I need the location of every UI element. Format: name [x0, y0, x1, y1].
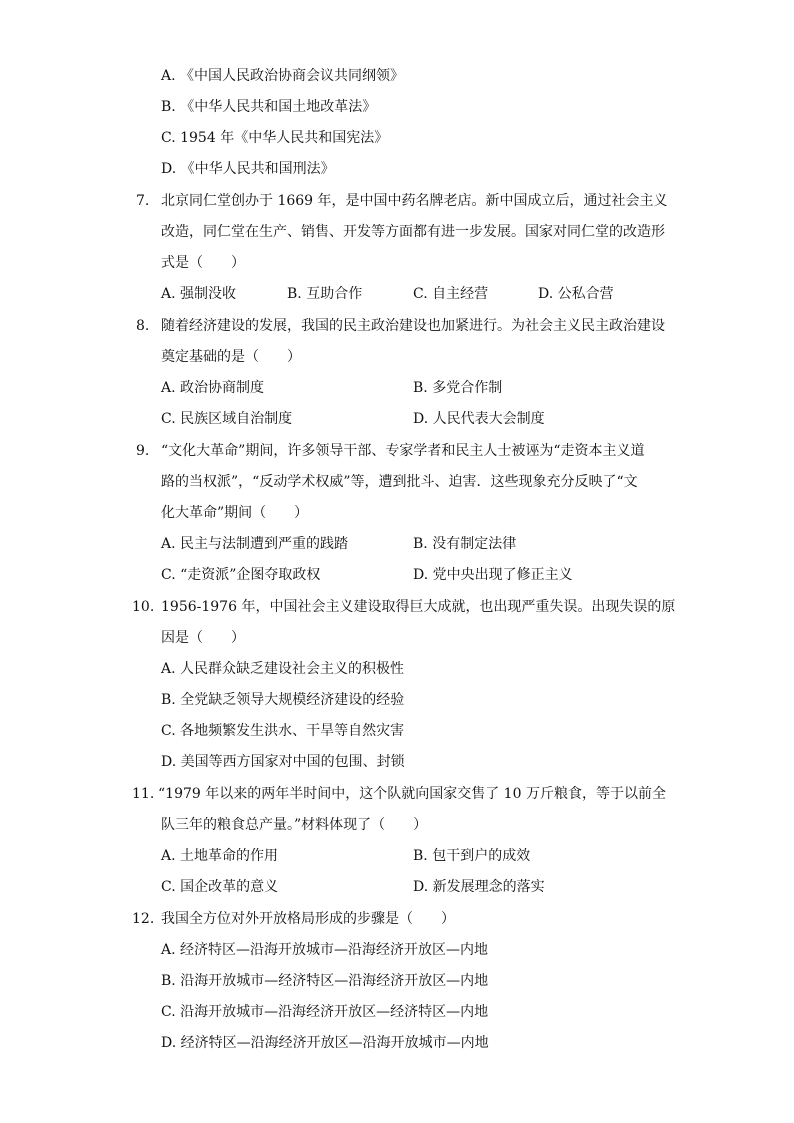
q12-number: 12.	[132, 911, 155, 927]
q8-number: 8.	[136, 318, 150, 334]
q12-stem-line-1: 我国全方位对外开放格局形成的步骤是（ ）	[161, 911, 455, 927]
q11-stem-line-2: 队三年的粮食总产量。”材料体现了（ ）	[161, 817, 428, 833]
q7-stem-line-1: 北京同仁堂创办于 1669 年，是中国中药名牌老店。新中国成立后，通过社会主义	[161, 193, 668, 209]
q7-stem-line-3: 式是（ ）	[161, 255, 245, 271]
q8-option-d: D. 人民代表大会制度	[413, 411, 545, 427]
q7-option-c: C. 自主经营	[413, 286, 489, 302]
q9-stem-line-2: 路的当权派”，“反动学术权威”等，遭到批斗、迫害．这些现象充分反映了“文	[161, 474, 638, 490]
q11-option-d: D. 新发展理念的落实	[413, 879, 545, 895]
q8-option-b: B. 多党合作制	[413, 380, 503, 396]
q10-number: 10.	[132, 599, 155, 615]
q11-number: 11.	[132, 786, 155, 802]
q9-option-a: A. 民主与法制遭到严重的践踏	[161, 536, 349, 552]
q11-option-b: B. 包干到户的成效	[413, 848, 531, 864]
q10-option-a: A. 人民群众缺乏建设社会主义的积极性	[161, 661, 405, 677]
q6-option-b: B. 《中华人民共和国土地改革法》	[161, 99, 377, 115]
q8-option-c: C. 民族区域自治制度	[161, 411, 293, 427]
q8-option-a: A. 政治协商制度	[161, 380, 265, 396]
q10-option-b: B. 全党缺乏领导大规模经济建设的经验	[161, 692, 405, 708]
q12-option-d: D. 经济特区—沿海经济开放区—沿海开放城市—内地	[161, 1035, 489, 1051]
q9-option-b: B. 没有制定法律	[413, 536, 517, 552]
q12-option-b: B. 沿海开放城市—经济特区—沿海经济开放区—内地	[161, 973, 489, 989]
q8-stem-line-1: 随着经济建设的发展，我国的民主政治建设也加紧进行。为社会主义民主政治建设	[161, 318, 665, 334]
q11-option-a: A. 土地革命的作用	[161, 848, 279, 864]
q7-option-d: D. 公私合营	[538, 286, 614, 302]
q10-stem-line-2: 因是（ ）	[161, 630, 245, 646]
q7-option-b: B. 互助合作	[287, 286, 363, 302]
q9-number: 9.	[136, 443, 150, 459]
q9-stem-line-3: 化大革命”期间（ ）	[161, 505, 309, 521]
q11-option-c: C. 国企改革的意义	[161, 879, 279, 895]
q10-option-c: C. 各地频繁发生洪水、干旱等自然灾害	[161, 723, 405, 739]
q9-stem-line-1: “文化大革命”期间，许多领导干部、专家学者和民主人士被诬为“走资本主义道	[161, 443, 645, 459]
q9-option-c: C. “走资派”企图夺取政权	[161, 567, 321, 583]
q10-option-d: D. 美国等西方国家对中国的包围、封锁	[161, 754, 405, 770]
q12-option-c: C. 沿海开放城市—沿海经济开放区—经济特区—内地	[161, 1004, 489, 1020]
q11-stem-line-1: “1979 年以来的两年半时间中，这个队就向国家交售了 10 万斤粮食，等于以前全	[158, 786, 666, 802]
q10-stem-line-1: 1956-1976 年，中国社会主义建设取得巨大成就，也出现严重失误。出现失误的原	[161, 599, 676, 615]
q9-option-d: D. 党中央出现了修正主义	[413, 567, 573, 583]
q7-number: 7.	[136, 193, 150, 209]
q8-stem-line-2: 奠定基础的是（ ）	[161, 349, 301, 365]
q7-stem-line-2: 改造，同仁堂在生产、销售、开发等方面都有进一步发展。国家对同仁堂的改造形	[161, 224, 665, 240]
q6-option-c: C. 1954 年《中华人民共和国宪法》	[161, 130, 389, 146]
q12-option-a: A. 经济特区—沿海开放城市—沿海经济开放区—内地	[161, 942, 489, 958]
q6-option-a: A. 《中国人民政治协商会议共同纲领》	[161, 68, 405, 84]
q7-option-a: A. 强制没收	[161, 286, 237, 302]
q6-option-d: D. 《中华人民共和国刑法》	[161, 161, 335, 177]
